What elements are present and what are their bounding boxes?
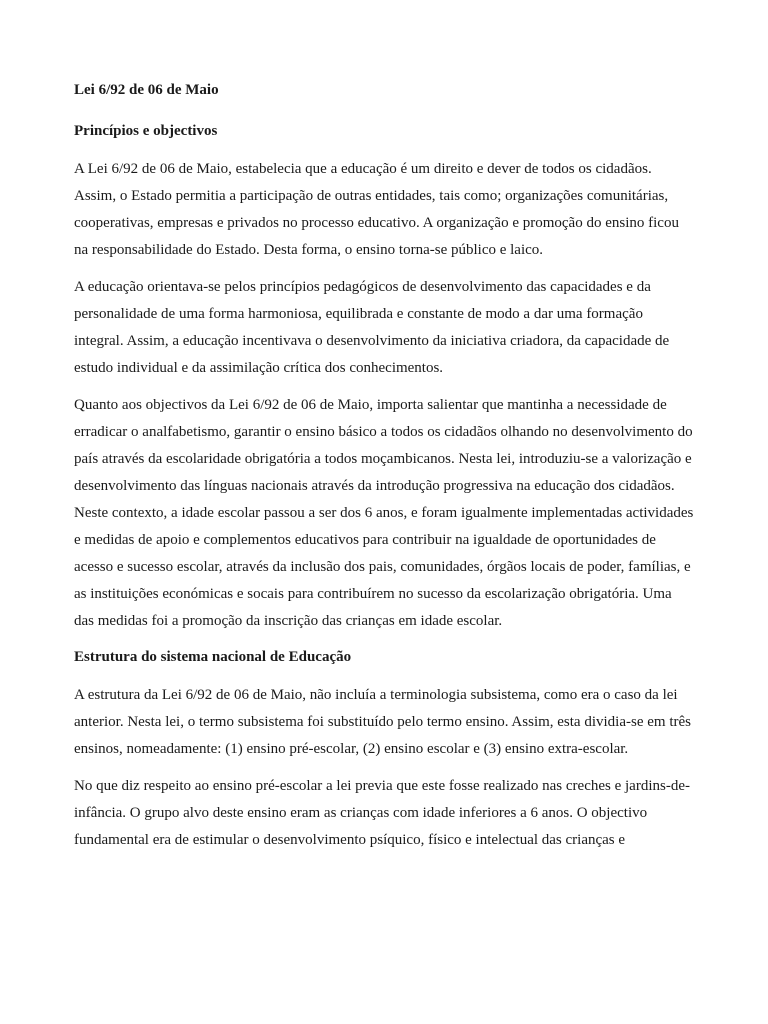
document-page — [74, 78, 694, 854]
document-title: Lei 6/92 de 06 de Maio — [74, 82, 219, 98]
paragraph-structure-1: A estrutura da Lei 6/92 de 06 de Maio, não incluía a terminologia subsistema, como era o caso da lei anterior. Nesta lei, o termo subsistema foi substituído pelo termo ensino. Assim, esta dividia-se em três ensinos, nomeadamente: (1) ensino pré-escolar, (2) ensino escolar e (3) ensino extra-escolar. — [74, 687, 691, 757]
paragraph-objectives: Quanto aos objectivos da Lei 6/92 de 06 de Maio, importa salientar que mantinha a necessidade de erradicar o analfabetismo, garantir o ensino básico a todos os cidadãos olhando no desenvolvimento do país através da escolaridade obrigatória a todos moçambicanos. Nesta lei, introduziu-se a valorização e desenvolvimento das línguas nacionais através da introdução progressiva na educação dos cidadãos. Neste contexto, a idade escolar passou a ser dos 6 anos, e foram igualmente implementadas actividades e medidas de apoio e complementos educativos para contribuir na igualdade de oportunidades de acesso e sucesso escolar, através da inclusão dos pais, comunidades, órgãos locais de poder, famílias, e as instituições económicas e socais para contribuírem no sucesso da escolarização obrigatória. Uma das medidas foi a promoção da inscrição das crianças em idade escolar. — [74, 397, 694, 629]
paragraph-preschool: No que diz respeito ao ensino pré-escolar a lei previa que este fosse realizado nas creches e jardins-de-infância. O grupo alvo deste ensino eram as crianças com idade inferiores a 6 anos. O objectivo fundamental era de estimular o desenvolvimento psíquico, físico e intelectual das crianças e — [74, 778, 690, 848]
section-heading-principles: Princípios e objectivos — [74, 123, 218, 139]
paragraph-principles-1: A Lei 6/92 de 06 de Maio, estabelecia que a educação é um direito e dever de todos os cidadãos. Assim, o Estado permitia a participação de outras entidades, tais como; organizações comunitárias, cooperativas, empresas e privados no processo educativo. A organização e promoção do ensino ficou na responsabilidade do Estado. Desta forma, o ensino torna-se público e laico. — [74, 161, 679, 258]
paragraph-principles-2: A educação orientava-se pelos princípios pedagógicos de desenvolvimento das capacidades e da personalidade de uma forma harmoniosa, equilibrada e constante de modo a dar uma formação integral. Assim, a educação incentivava o desenvolvimento da iniciativa criadora, da capacidade de estudo individual e da assimilação crítica dos conhecimentos. — [74, 279, 670, 376]
section-heading-structure: Estrutura do sistema nacional de Educação — [74, 649, 352, 665]
